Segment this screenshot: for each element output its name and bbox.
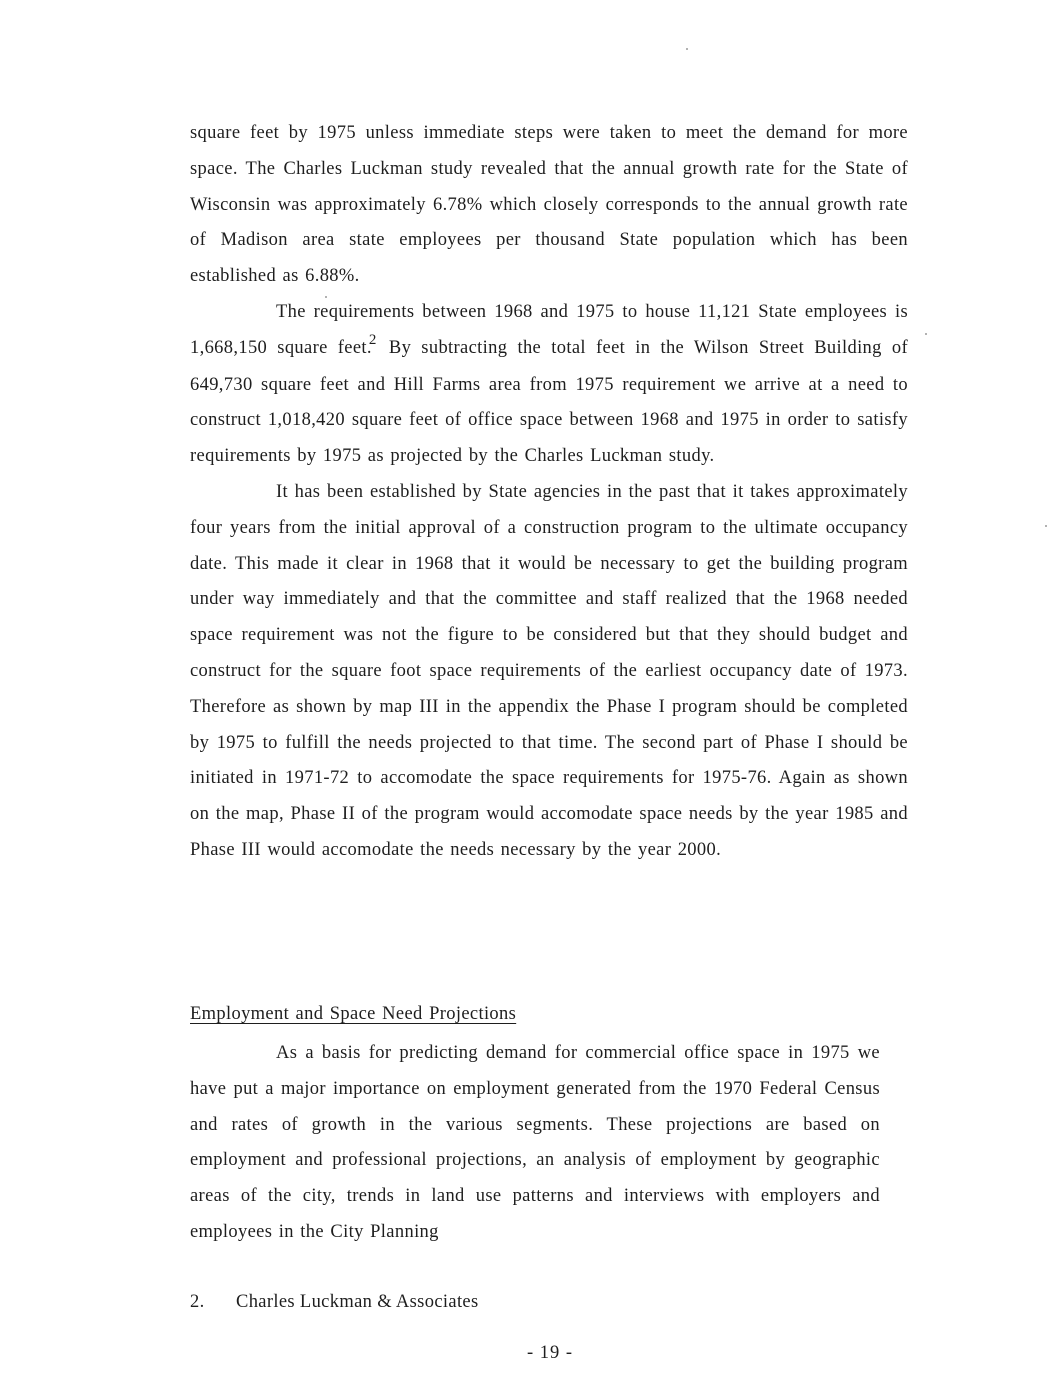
footnote-reference: 2: [368, 331, 377, 348]
footnote: [190, 1292, 479, 1313]
paragraph-2-text-after-ref: By subtracting the total feet in the Wilson Street Building of 649,730 square feet and Hill Farms area from 1975 requirement we arrive at a need to construct 1,018,420 square feet of office space between 1968 and 1975 in order to satisfy requirements by 1975 as projected by the Charles Luckman study.: [190, 337, 908, 467]
scan-speck: [1045, 525, 1047, 527]
footnote-text: Charles Luckman & Associates: [236, 1292, 479, 1312]
scan-speck: [925, 333, 927, 335]
scan-speck: [686, 48, 688, 50]
page-number: - 19 -: [526, 1343, 574, 1363]
body-text-upper: [190, 116, 908, 869]
body-text-lower: [190, 1036, 880, 1251]
paragraph-growth-rate: square feet by 1975 unless immediate steps were taken to meet the demand for more space. The Charles Luckman study revealed that the annual growth rate for the State of Wisconsin was approximately 6.78% which closely corresponds to the annual growth rate of Madison area state employees per thousand State population which has been established as 6.88%.: [190, 123, 908, 287]
footnote-number: 2.: [190, 1292, 205, 1312]
paragraph-2-text-before-ref: The requirements between 1968 and 1975 to house 11,121 State employees is 1,668,150 square feet.: [190, 301, 908, 358]
paragraph-construction-timeline: It has been established by State agencies in the past that it takes approximately four years from the initial approval of a construction program to the ultimate occupancy date. This made it clear in 1968 that it would be necessary to get the building program under way immediately and that the committee and staff realized that the 1968 needed space requirement was not the figure to be considered but that they should budget and construct for the square foot space requirements of the earliest occupancy date of 1973. Therefore as shown by map III in the appendix the Phase I program should be completed by 1975 to fulfill the needs projected to that time. The second part of Phase I should be initiated in 1971-72 to accomodate the space requirements for 1975-76. Again as shown on the map, Phase II of the program would accomodate space needs by the year 1985 and Phase III would accomodate the needs necessary by the year 2000.: [190, 481, 908, 860]
paragraph-employment-projections: As a basis for predicting demand for commercial office space in 1975 we have put a major importance on employment generated from the 1970 Federal Census and rates of growth in the various segments. These projections are based on employment and professional projections, an analysis of employment by geographic areas of the city, trends in land use patterns and interviews with employers and employees in the City Planning: [190, 1043, 880, 1242]
paragraph-space-requirements: [190, 295, 908, 475]
section-heading-employment: Employment and Space Need Projections: [190, 1004, 517, 1024]
scan-speck: [325, 296, 327, 298]
